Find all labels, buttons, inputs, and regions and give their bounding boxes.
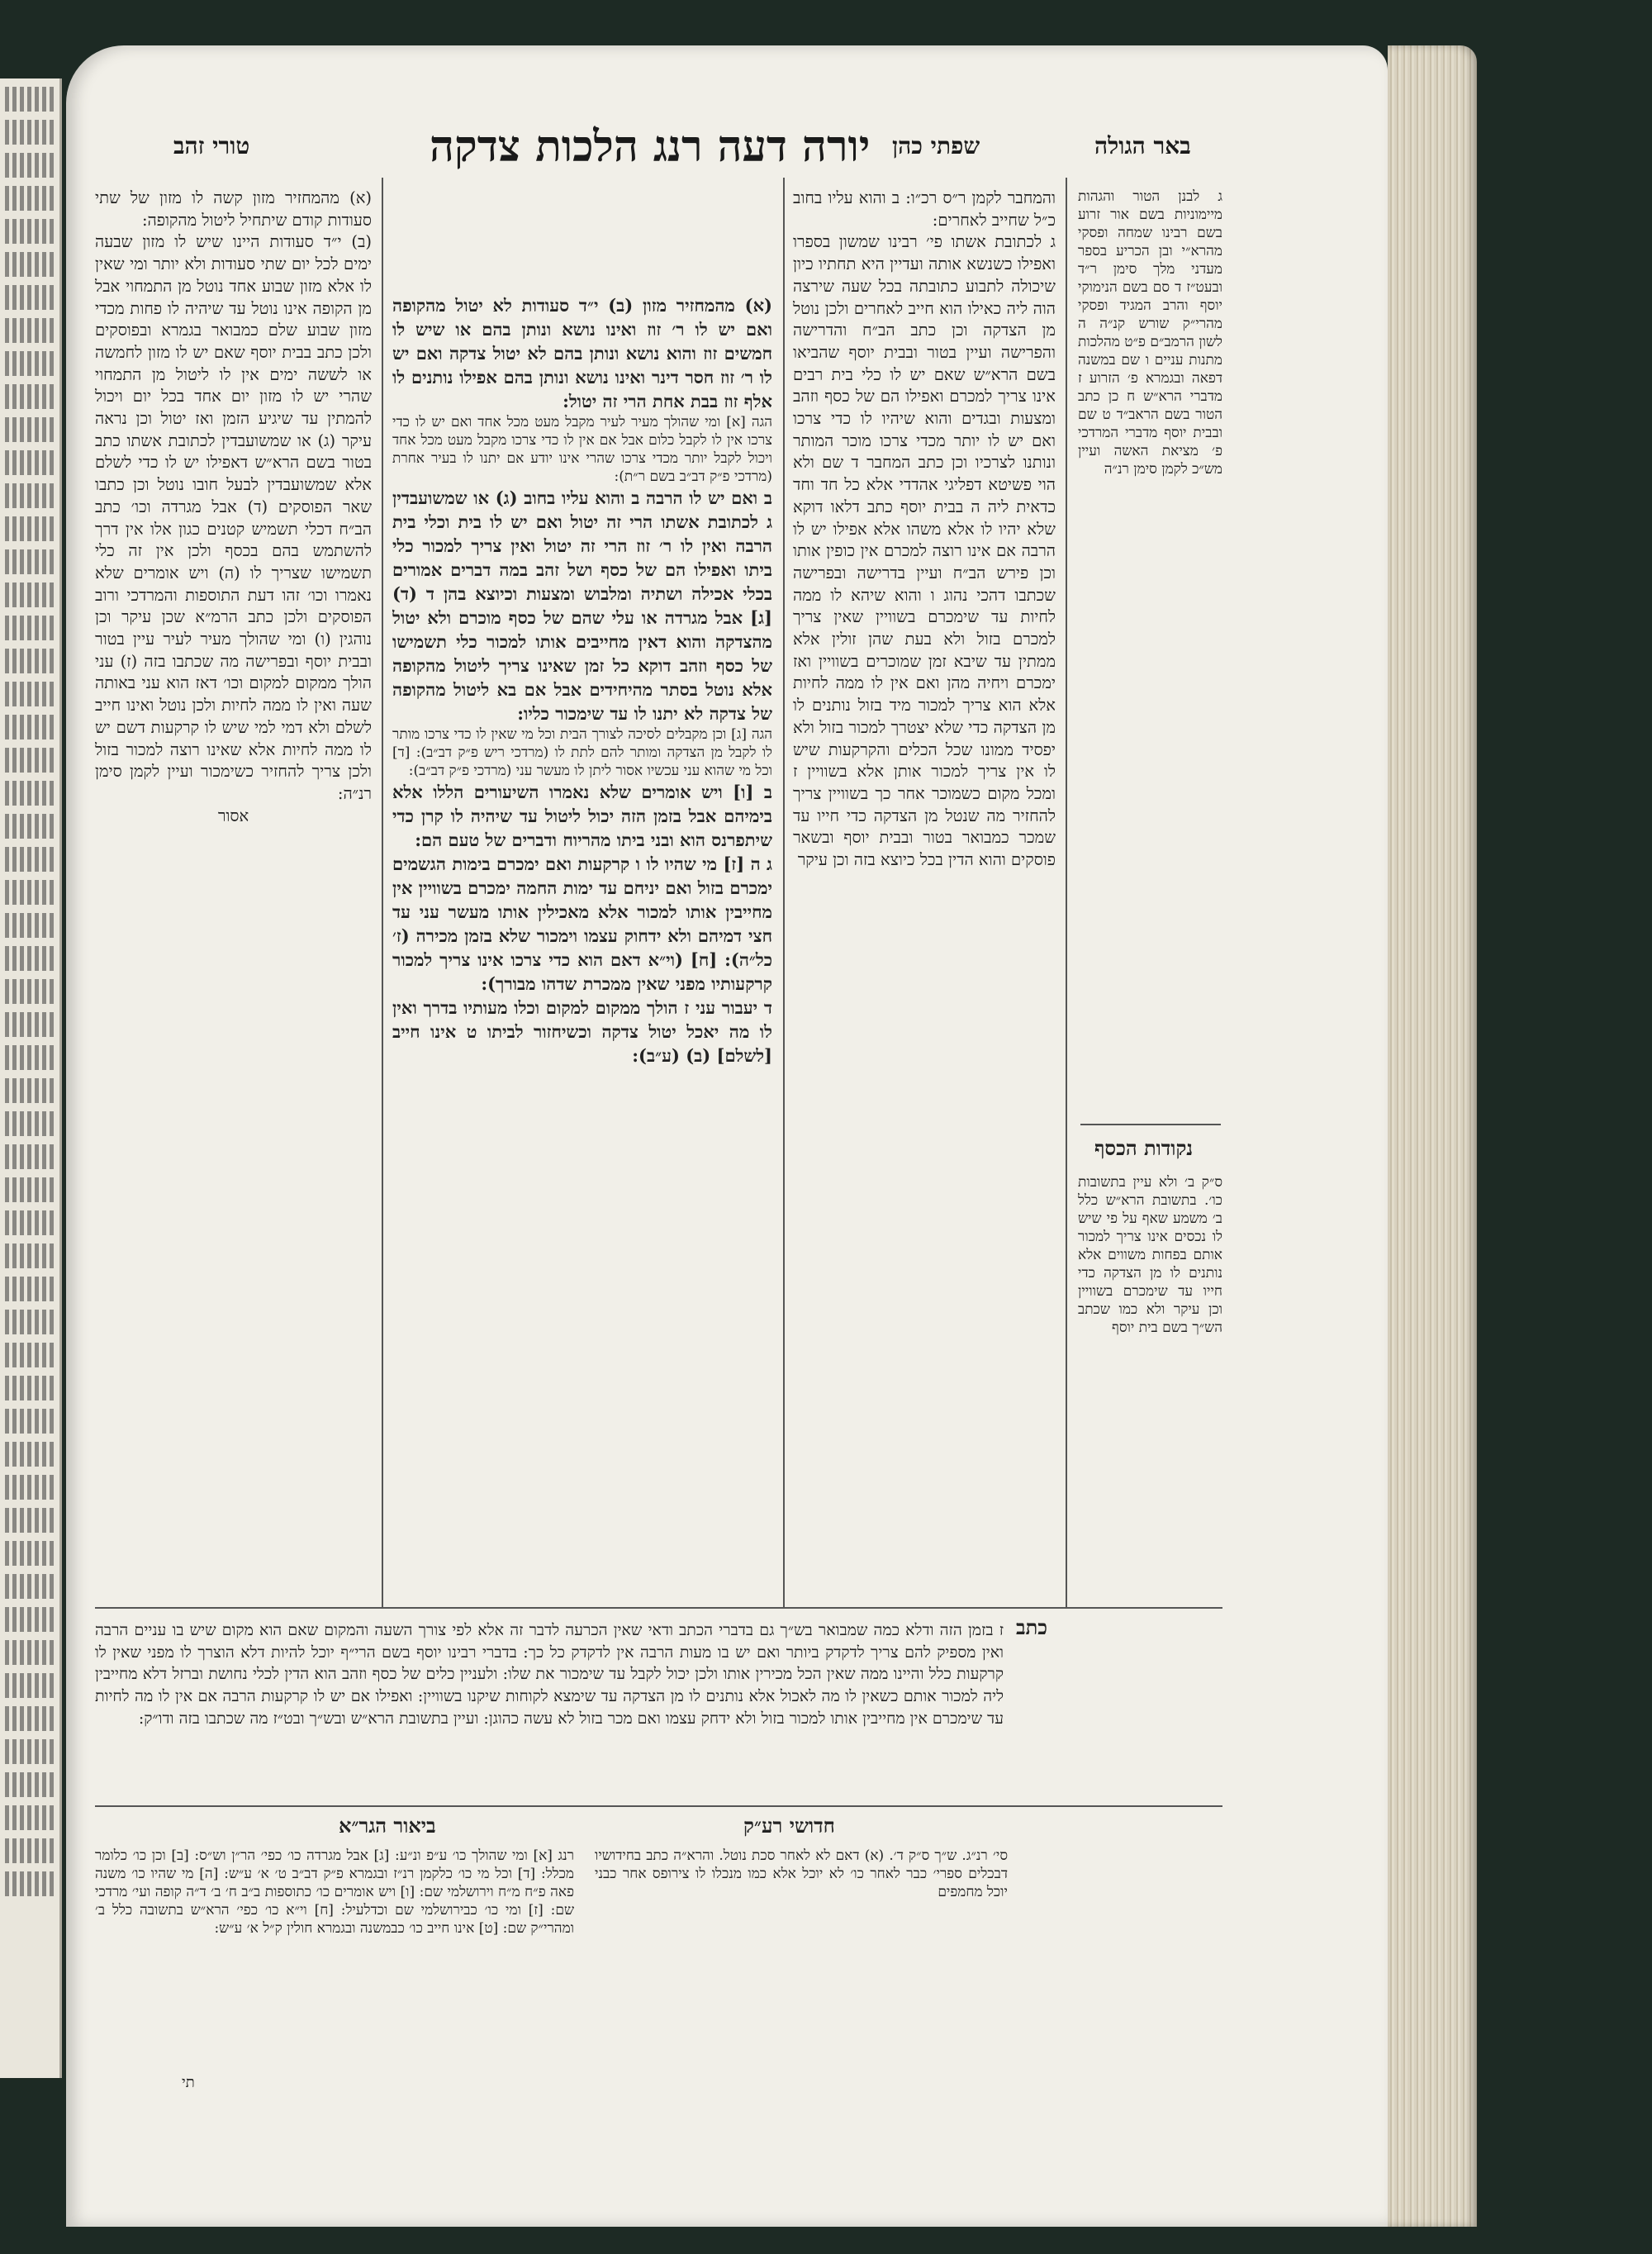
main-sif-1: (א) מהמחזיר מזון (ב) י״ד סעודות לא יטול מהקופה ואם יש לו ר׳ זוז ואינו נושא ונותן בהם או שיש לו חמשים זוז והוא נושא ונותן בהם לא יטול צדקה ואם יש לו ר׳ זוז חסר דינר ואינו נושא ונותן בהם אפילו נותנים לו אלף זוז בבת אחת הרי זה יטול: [392, 295, 772, 411]
book-page [66, 45, 1388, 2227]
main-sif-5: ד יעבור עני ז הולך ממקום למקום וכלו מעותיו בדרך ואין לו מה יאכל יטול צדקה וכשיחזור לביתו ט אינו חייב [לשלם] (ב) (ע״ב): [392, 997, 772, 1066]
shach-text: ג לכתובת אשתו פי׳ רבינו שמשון בספרו ואפילו כשנשא אותה ועדיין היא תחתיו כיון שיכולה לתבוע כתובתה בכל שעה שירצה הוה ליה כאילו הוא חייב לאחרים ולכן נוטל מן הצדקה וכן כתב הב״ח והדרישה והפרישה ועיין בטור ובבית יוסף שהביאו בשם הרא״ש שאם יש לו כלי בית רבים אינו צריך למכרם ואפילו הם של כסף וזהב ומצעות ובגדים והוא שיהיו לו כדי צרכו ואם יש לו יותר מכדי צרכו מוכר המותר ונותנו לצרכיו וכן כתב המחבר ד שם ולא הוי פשיטא דפליגי אהדדי אלא כל חד וחד כדאית ליה ה בבית יוסף כתב דלאו דוקא שלא יהיו לו אלא משהו אלא אפילו יש לו הרבה אם אינו רוצה למכרם אין כופין אותו וכן פירש הב״ח ועיין בדרישה ובפרישה שכתבו דהכי נהוג ו והוא שיהא לו ממה לחיות עד שימכרם בשוויין שאין צריך למכרם בזול ולא בעת שהן זולין אלא ממתין עד שיבא זמן שמוכרים בשוויין ואז ימכרם ויחיה מהן ואם אין לו ממה לחיות אלא הוא צריך למכור מיד בזול נותנים לו מן הצדקה כדי שלא יצטרך למכור בזול ולא יפסיד ממונו שכל הכלים והקרקעות שיש לו אין צריך למכור אותן אלא בשוויין ז ומכל מקום כשמוכר אחר כך בשוויין צריך להחזיר מה שנטל מן הצדקה כדי חייו עד שמכר כמבואר בטור ובבית יוסף ובשאר פוסקים והוא הדין בכל כיוצא בזה וכן עיקר [793, 232, 1056, 870]
previous-page-edge [0, 78, 62, 2078]
divider [95, 1805, 1222, 1807]
main-hagah-1: הגה [א] ומי שהולך מעיר לעיר מקבל מעט מכל אחד ואם יש לו כדי צרכו אין לו לקבל כלום אבל אם אין לו כדי צרכו מקבל מעט מכל אחד ויכול לקבל יותר מכדי צרכו שהרי אינו יודע אם יתנו לו בעיר אחרת (מרדכי פ״ק דב״ב בשם ר״ת): [392, 414, 772, 485]
shach-opening: והמחבר לקמן ר״ס רכ״ו: ב והוא עליו בחוב כ״ל שחייב לאחרים: [793, 188, 1056, 230]
ketav-label: כתב [1016, 1615, 1047, 1639]
taz-text: (ב) י״ד סעודות היינו שיש לו מזון שבעה ימים לכל יום שתי סעודות ולא יותר ומי שאין לו אלא מזון שבוע אחד נוטל מן התמחוי אבל מן הקופה אינו נוטל עד שיהיה לו פחות מכדי מזון שבוע שלם כמבואר בגמרא ובפוסקים ולכן כתב בבית יוסף שאם יש לו מזון לחמשה או לששה ימים אין לו ליטול מן התמחוי שהרי יש לו מזון יום אחד בכל יום ויכול להמתין עד שיגיע הזמן ואז יטול וכן נראה עיקר (ג) או שמשועבדין לכתובת אשתו כתב בטור בשם הרא״ש דאפילו יש לו כדי לשלם אלא שמשועבדין לבעל חובו נוטל וכן כתבו שאר הפוסקים (ד) אבל מגרדה וכו׳ כתב הב״ח דכלי תשמיש קטנים כגון אלו אין דרך להשתמש בהם בכסף ולכן אין זה כלי תשמישו שצריך לו (ה) ויש אומרים שלא נאמרו וכו׳ זהו דעת התוספות והמרדכי ורוב הפוסקים ולכן כתב הרמ״א שכן עיקר וכן נוהגין (ו) ומי שהולך מעיר לעיר עיין בטור ובבית יוסף ובפרישה מה שכתבו בזה (ז) עני הולך ממקום למקום וכו׳ דאז הוא עני באותה שעה ואין לו ממה לחיות ולכן נוטל ואינו חייב לשלם ולא דמי למי שיש לו קרקעות דשם יש לו ממה לחיות אלא שאינו רוצה למכור בזול ולכן צריך להחזיר כשימכור ועיין לקמן סימן רנ״ה: [95, 232, 372, 803]
divider [95, 1607, 1222, 1609]
ketav-text: ז בזמן הזה ודלא כמה שמבואר בש״ך גם בדברי הכתב ודאי שאין הכרעה לדבר זה אלא לפי צורך השעה והמקום שאם הוא מקום שיש בו עניים הרבה ואין מספיק להם צריך לדקדק ביותר ואם יש בו מעות הרבה אין לדקדק כל כך: בדברי רבינו יוסף בשם הרי״ף יוכל להיות דלא הוצרך לו מפני שאין לו קרקעות כלל והיינו ממה שאין הכל מכירין אותו ולכן יכול לקבל עד שימכור את שלו: ולעניין כלים של כסף וזהב הוא הדין לכלי נחושת וברזל דלא מחייבין ליה למכור אותם כשאין לו מה לאכול אלא נותנים לו מן הצדקה עד שימצא לקוחות שיקנו בשוויין: ואפילו אם יש לו קרקעות הרבה אם אין לו מה לחיות עד שימכרם אין מחייבין אותו למכור בזול ולא ידחק עצמו ואם מכר בזול לא עשה כהוגן: ועיין בתשובת הרא״ש ובש״ך ובט״ז מה שכתבו בזה ודו״ק: [95, 1621, 1004, 1728]
divider [1080, 1124, 1221, 1125]
beer-hagolah-text: ג לבנן הטור והגהות מיימוניות בשם אור זרוע בשם רבינו שמחה ופסקי מהרא״י ובן הכריע בספר מעדני מלך סימן ר״ד ובעט״ז ד סם בשם הנימוקי יוסף והרב המגיד ופסקי מהרי״ק שורש קנ״ה ה לשון הרמב״ם פ״ט מהלכות מתנות עניים ו שם במשנה דפאה ובגמרא פ׳ הזרוע ז מדברי הרא״ש ח כן כתב הטור בשם הראב״ד ט שם ובבית יוסף מדברי המרדכי פ׳ מציאת האשה ועיין מש״כ לקמן סימן רנ״ה [1078, 188, 1222, 478]
rabbi-akiva-text: סי׳ רנ״ג. ש״ך ס״ק ד׳. (א) דאם לא לאחר סכת נוטל. והרא״ה כתב בחידושיו דבכלים ספרי׳ כבר לאחר כו׳ לא יוכל אלא כמו מנכלו לו צירופס אחר כבני יוכל מחמפים [595, 1847, 1008, 1900]
nekudot-hakesef-title: נקודות הכסף [1094, 1136, 1194, 1160]
column-rule [382, 178, 383, 1607]
shach-column [793, 188, 1056, 1602]
running-head-title: יורה דעה רנג הלכות צדקה [430, 121, 871, 172]
running-head-taz: טורי זהב [173, 132, 250, 159]
gra-title: ביאור הגר״א [339, 1814, 436, 1838]
column-rule [783, 178, 785, 1607]
rabbi-akiva-column [595, 1847, 1008, 1962]
gra-column [95, 1847, 574, 2053]
rabbi-akiva-title: חדושי רע״ק [743, 1814, 835, 1838]
main-hagah-2: הגה [ג] וכן מקבלים לסיכה לצורך הבית וכל מי שאין לו כדי צרכו מותר לו לקבל מן הצדקה ומותר להם לתת לו (מרדכי ריש פ״ק דב״ב): [ד] וכל מי שהוא עני עכשיו אסור ליתן לו מעשר עני (מרדכי פ״ק דב״ב): [392, 726, 772, 779]
beer-hagolah-column [1078, 188, 1222, 1117]
footer-mark: תי [182, 2074, 195, 2091]
running-head-beer-hagolah: באר הגולה [1094, 132, 1191, 159]
taz-column [95, 188, 372, 1600]
nekudot-hakesef-column [1078, 1173, 1222, 1719]
taz-opening: (א) מהמחזיר מזון קשה לו מזון של שתי סעודות קודם שיתחיל ליטול מהקופה: [95, 188, 372, 230]
main-sif-4: ג ה [ז] מי שהיו לו ו קרקעות ואם ימכרם בימות הגשמים ימכרם בזול ואם יניחם עד ימות החמה ימכרם בשוויין אין מחייבין אותו למכור אלא מאכילין אותו מעשר עני עד חצי דמיהם ולא ידחוק עצמו וימכור שלא בזמן מכירה (ז׳ כל״ה): [ח] (וי״א דאם הוא כדי צרכו אינו צריך למכור קרקעותיו מפני שאין ממכרת שדהו מבורך): [392, 854, 772, 994]
book-fore-edge [1388, 45, 1477, 2227]
running-head-shach: שפתי כהן [892, 132, 980, 159]
gra-text: רנג [א] ומי שהולך כו׳ ע״פ ונ״ע: [ג] אבל מגרדה כו׳ כפי׳ הר״ן וש״ס: [ב] וכן כו׳ כלומר מכלל: [ד] וכל מי כו׳ כלקמן רנ״ז ובגמרא פ״ק דב״ב ט׳ א׳ ע״ש: [ה] מי שהיו כו׳ משנה פאה פ״ח מ״ח וירושלמי שם: [ו] ויש אומרים כו׳ כתוספות ב״ב ח׳ ב׳ ד״ה קופה ועי׳ מרדכי שם: [ז] ומי כו׳ כבירושלמי שם וכדלעיל: [ח] וי״א כו׳ כפי׳ הרא״ש בתשובה כלל ב׳ ומהרי״ק שם: [ט] אינו חייב כו׳ כבמשנה ובגמרא חולין ק״ל א׳ ע״ש: [95, 1847, 574, 1937]
nekudot-hakesef-text: ס״ק ב׳ ולא עיין בתשובות כו׳. בתשובת הרא״ש כלל ב׳ משמע שאף על פי שיש לו נכסים אינו צריך למכור אותם בפחות משווים אלא נותנים לו מן הצדקה כדי חייו עד שימכרם בשוויין וכן עיקר ולא כמו שכתב הש״ך בשם בית יוסף [1078, 1174, 1222, 1336]
main-sif-3: ב [ו] ויש אומרים שלא נאמרו השיעורים הללו אלא בימיהם אבל בזמן הזה יכול ליטול עד שיהיה לו קרן כדי שיתפרנס הוא ובני ביתו מהריוח ודברים של טעם הם: [392, 782, 772, 850]
main-sif-2: ב ואם יש לו הרבה ב והוא עליו בחוב (ג) או שמשועבדין ג לכתובת אשתו הרי זה יטול ואם יש לו בית וכלי בית הרבה ואין לו ר׳ זוז הרי זה יטול ואין צריך למכור כלי ביתו ואפילו הם של כסף ושל זהב במה דברים אמורים בכלי אכילה ושתיה ומלבוש ומצעות וכיוצא בהן ד (ד) [ג] אבל מגרדה או עלי שהם של כסף מוכרם ולא יטול מהצדקה והוא דאין מחייבים אותו למכור כלי תשמישו של כסף וזהב דוקא כל זמן שאינו צריך ליטול מהקופה אלא נוטל בסתר מהיחידים אבל אם בא ליטול מהקופה של צדקה לא יתנו לו עד שימכור כליו: [392, 487, 772, 724]
taz-closing: אסור [217, 806, 249, 825]
column-rule [1066, 178, 1067, 1607]
ketav-text-block [95, 1619, 1004, 1797]
main-text-column [392, 293, 772, 1557]
